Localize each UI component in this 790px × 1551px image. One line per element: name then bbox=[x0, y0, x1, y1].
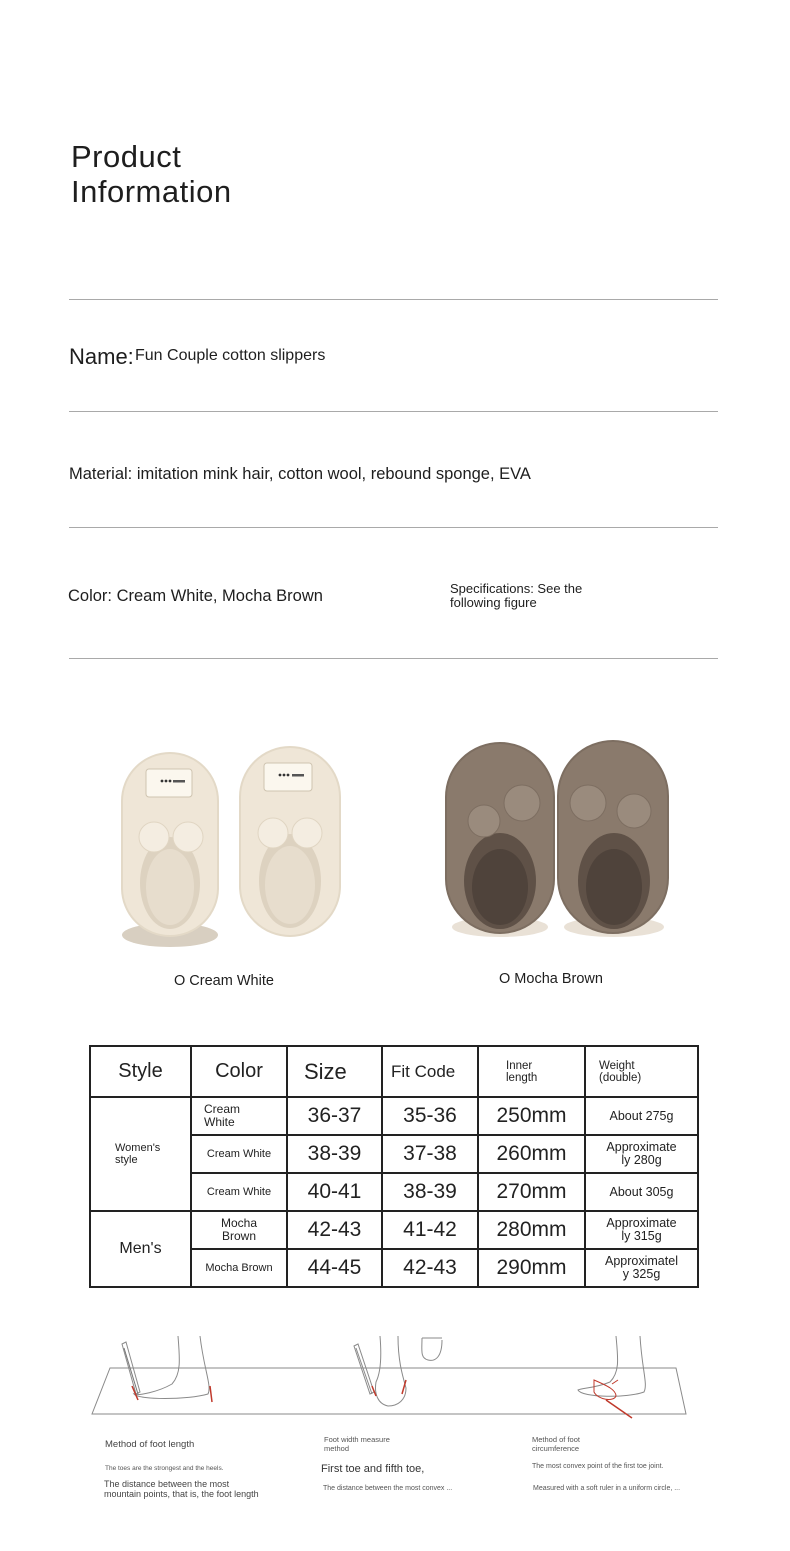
page-title: Product Information bbox=[71, 139, 232, 209]
foot-width-title: Foot width measure method bbox=[324, 1435, 390, 1453]
weight-cell: About 275g bbox=[585, 1097, 698, 1135]
mocha-slipper-right bbox=[558, 741, 668, 937]
color-cell: Cream White bbox=[191, 1173, 287, 1211]
table-header-row bbox=[90, 1046, 698, 1097]
cream-slippers-image bbox=[110, 735, 350, 950]
size-table bbox=[89, 1045, 699, 1288]
table-row bbox=[90, 1211, 698, 1249]
fit-cell: 38-39 bbox=[382, 1173, 478, 1211]
weight-cell: Approximate ly 315g bbox=[585, 1211, 698, 1249]
color-text: Color: Cream White, Mocha Brown bbox=[68, 587, 323, 605]
color-cell: Cream White bbox=[191, 1135, 287, 1173]
cream-slipper-right bbox=[240, 747, 340, 936]
weight-cell: About 305g bbox=[585, 1173, 698, 1211]
color-cell: Mocha Brown bbox=[191, 1249, 287, 1287]
size-cell: 42-43 bbox=[287, 1211, 382, 1249]
header-weight: Weight (double) bbox=[585, 1046, 698, 1097]
foot-width-figure bbox=[354, 1336, 442, 1406]
divider bbox=[69, 299, 718, 300]
mocha-slippers-image bbox=[438, 735, 678, 950]
header-size: Size bbox=[287, 1046, 382, 1097]
size-cell: 44-45 bbox=[287, 1249, 382, 1287]
divider bbox=[69, 658, 718, 659]
fit-cell: 37-38 bbox=[382, 1135, 478, 1173]
weight-cell: Approximate ly 280g bbox=[585, 1135, 698, 1173]
length-cell: 270mm bbox=[478, 1173, 585, 1211]
size-cell: 38-39 bbox=[287, 1135, 382, 1173]
color-cell: Cream White bbox=[191, 1097, 287, 1135]
header-inner-length: Inner length bbox=[478, 1046, 585, 1097]
foot-circumference-figure bbox=[578, 1336, 645, 1418]
mens-style-cell: Men's bbox=[90, 1211, 191, 1287]
material-text: Material: imitation mink hair, cotton wool, rebound sponge, EVA bbox=[69, 465, 531, 483]
header-style: Style bbox=[90, 1046, 191, 1097]
womens-style-cell: Women's style bbox=[90, 1097, 191, 1211]
divider bbox=[69, 411, 718, 412]
foot-circumference-desc: Measured with a soft ruler in a uniform circle, ... bbox=[533, 1485, 681, 1492]
foot-circumference-note: The most convex point of the first toe joint. bbox=[532, 1463, 664, 1470]
name-value: Fun Couple cotton slippers bbox=[135, 347, 326, 364]
foot-measurement-illustration bbox=[88, 1330, 690, 1425]
cream-slipper-left bbox=[122, 753, 218, 947]
divider bbox=[69, 527, 718, 528]
table-row bbox=[90, 1097, 698, 1135]
foot-circumference-title: Method of foot circumference bbox=[532, 1435, 580, 1453]
color-cell: Mocha Brown bbox=[191, 1211, 287, 1249]
length-cell: 250mm bbox=[478, 1097, 585, 1135]
foot-length-note: The toes are the strongest and the heels. bbox=[105, 1465, 224, 1472]
length-cell: 260mm bbox=[478, 1135, 585, 1173]
specifications-text: Specifications: See the following figure bbox=[450, 581, 583, 610]
size-cell: 40-41 bbox=[287, 1173, 382, 1211]
header-fit-code: Fit Code bbox=[382, 1046, 478, 1097]
measuring-board bbox=[92, 1368, 686, 1414]
foot-width-subtitle: First toe and fifth toe, bbox=[321, 1463, 425, 1475]
fit-cell: 42-43 bbox=[382, 1249, 478, 1287]
name-label: Name: bbox=[69, 344, 134, 369]
weight-cell: Approximatel y 325g bbox=[585, 1249, 698, 1287]
caption-mocha-brown: O Mocha Brown bbox=[499, 971, 603, 987]
foot-length-title: Method of foot length bbox=[105, 1439, 195, 1450]
fit-cell: 35-36 bbox=[382, 1097, 478, 1135]
size-cell: 36-37 bbox=[287, 1097, 382, 1135]
fit-cell: 41-42 bbox=[382, 1211, 478, 1249]
caption-cream-white: O Cream White bbox=[174, 973, 274, 989]
foot-length-figure bbox=[122, 1336, 212, 1402]
length-cell: 280mm bbox=[478, 1211, 585, 1249]
foot-length-desc: The distance between the most mountain points, that is, the foot length bbox=[104, 1479, 259, 1499]
length-cell: 290mm bbox=[478, 1249, 585, 1287]
header-color: Color bbox=[191, 1046, 287, 1097]
mocha-slipper-left bbox=[446, 743, 554, 937]
foot-width-desc: The distance between the most convex ... bbox=[323, 1485, 453, 1492]
